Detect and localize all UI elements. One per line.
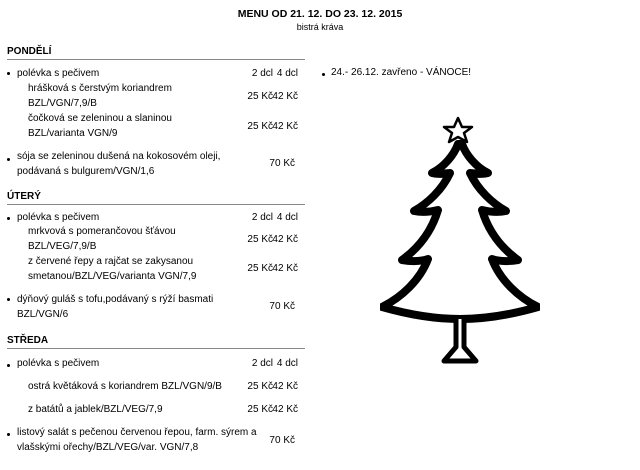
size-large-label: 4 dcl <box>276 68 298 79</box>
main-dish-price: 70 Kč <box>269 158 295 169</box>
size-small-label: 2 dcl <box>251 358 273 369</box>
price-small: 25 Kč <box>247 263 273 274</box>
soup-name: z batátů a jablek/BZL/VEG/7,9 <box>28 404 163 415</box>
bullet <box>7 72 10 75</box>
main-dish-detail: BZL/VGN/6 <box>17 309 69 320</box>
main-dish-name: sója se zeleninou dušená na kokosovém oleji, <box>17 151 221 162</box>
soup-allergens: BZL/VGN/7,9/B <box>28 98 97 109</box>
bullet <box>322 73 325 76</box>
price-large: 42 Kč <box>272 234 298 245</box>
price-small: 25 Kč <box>247 91 273 102</box>
day-heading: ÚTERÝ <box>7 191 41 202</box>
menu-title: MENU OD 21. 12. DO 23. 12. 2015 <box>237 8 403 20</box>
bullet <box>7 217 10 220</box>
christmas-tree-icon <box>380 115 540 385</box>
day-heading: PONDĚLÍ <box>7 46 52 57</box>
price-large: 42 Kč <box>272 121 298 132</box>
main-dish-price: 70 Kč <box>269 301 295 312</box>
price-large: 42 Kč <box>272 404 298 415</box>
menu-subtitle: bistrá kráva <box>296 22 344 32</box>
bullet <box>7 298 10 301</box>
soup-name: hrášková s čerstvým koriandrem <box>28 83 172 94</box>
price-small: 25 Kč <box>247 234 273 245</box>
size-large-label: 4 dcl <box>276 212 298 223</box>
size-large-label: 4 dcl <box>276 358 298 369</box>
main-dish-name: dýňový guláš s tofu,podávaný s rýží basmati <box>17 294 214 305</box>
menu-column <box>7 33 305 470</box>
bullet <box>7 364 10 367</box>
main-dish-name: listový salát s pečenou červenou řepou, farm. sýrem a <box>17 427 257 438</box>
price-large: 42 Kč <box>272 263 298 274</box>
main-dish-detail: vlašskými ořechy/BZL/VEG/var. VGN/7,8 <box>17 442 199 453</box>
soup-label: polévka s pečivem <box>17 68 100 79</box>
soup-name: mrkvová s pomerančovou šťávou <box>28 226 176 237</box>
soup-name: ostrá květáková s koriandrem BZL/VGN/9/B <box>28 381 222 392</box>
price-small: 25 Kč <box>247 121 273 132</box>
soup-label: polévka s pečivem <box>17 212 100 223</box>
soup-name: z červené řepy a rajčat se zakysanou <box>28 256 194 267</box>
soup-name: čočková se zeleninou a slaninou <box>28 113 172 124</box>
price-large: 42 Kč <box>272 381 298 392</box>
day-divider <box>7 348 305 349</box>
closure-note: 24.- 26.12. zavřeno - VÁNOCE! <box>331 67 472 78</box>
soup-allergens: smetanou/BZL/VEG/varianta VGN/7,9 <box>28 271 197 282</box>
main-dish-price: 70 Kč <box>269 435 295 446</box>
day-divider <box>7 204 305 205</box>
bullet <box>7 158 10 161</box>
price-large: 42 Kč <box>272 91 298 102</box>
main-dish-detail: podávaná s bulgurem/VGN/1,6 <box>17 166 155 177</box>
day-divider <box>7 59 305 60</box>
price-small: 25 Kč <box>247 381 273 392</box>
size-small-label: 2 dcl <box>251 212 273 223</box>
soup-label: polévka s pečivem <box>17 358 100 369</box>
size-small-label: 2 dcl <box>251 68 273 79</box>
soup-allergens: BZL/VEG/7,9/B <box>28 241 97 252</box>
day-heading: STŘEDA <box>7 335 49 346</box>
price-small: 25 Kč <box>247 404 273 415</box>
bullet <box>7 433 10 436</box>
soup-allergens: BZL/varianta VGN/9 <box>28 128 118 139</box>
